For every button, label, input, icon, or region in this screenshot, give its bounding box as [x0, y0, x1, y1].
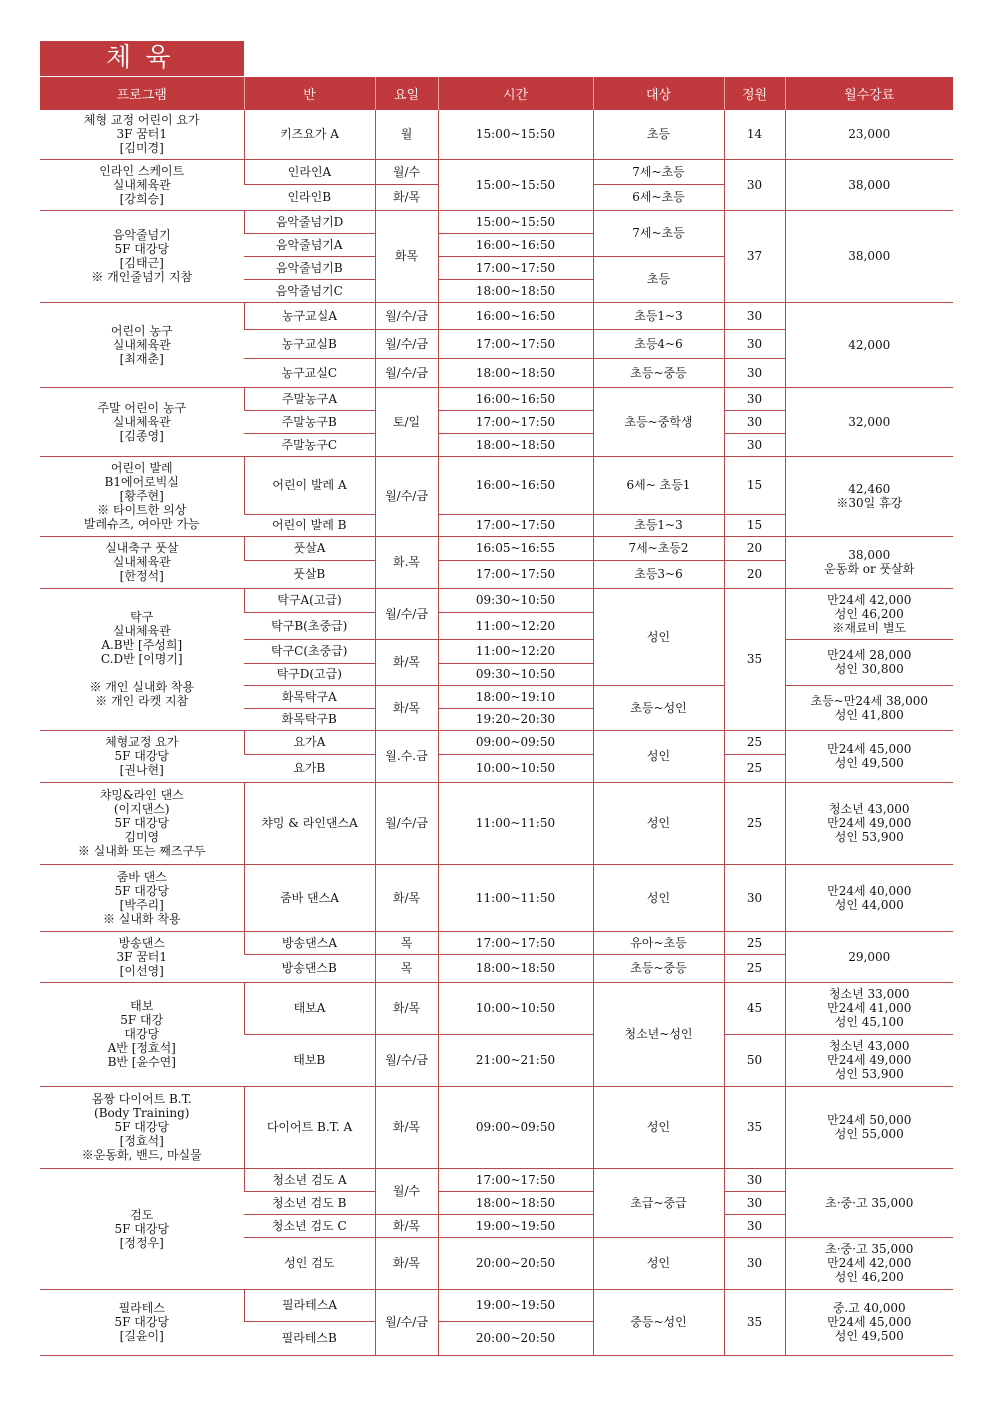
- table-cell: 월/수/금: [375, 302, 438, 329]
- table-cell: 탁구D(고급): [244, 663, 375, 685]
- table-cell: 25: [724, 782, 785, 864]
- table-cell: 18:00~18:50: [438, 954, 593, 982]
- table-cell: 청소년 검도 B: [244, 1191, 375, 1214]
- table-cell: 실내축구 풋살 실내체육관 [한정석]: [40, 536, 244, 588]
- table-row: [40, 864, 953, 931]
- table-cell: 태보 5F 대강 대강당 A반 [정효석] B반 [윤수연]: [40, 982, 244, 1086]
- table-cell: 검도 5F 대강당 [정정우]: [40, 1168, 244, 1289]
- table-cell: 7세~초등: [593, 159, 724, 184]
- table-cell: 25: [724, 954, 785, 982]
- table-row: [40, 159, 953, 184]
- table-cell: 11:00~11:50: [438, 782, 593, 864]
- table-row: [40, 982, 953, 1034]
- table-row: [40, 110, 953, 159]
- table-cell: 17:00~17:50: [438, 514, 593, 536]
- table-cell: 월/수/금: [375, 456, 438, 536]
- table-cell: 월/수/금: [375, 329, 438, 358]
- table-cell: 월/수: [375, 159, 438, 184]
- table-cell: 만24세 42,000 성인 46,200 ※재료비 별도: [785, 588, 953, 639]
- table-row: [40, 588, 953, 612]
- header-time: 시간: [438, 77, 593, 110]
- table-cell: 월.수.금: [375, 730, 438, 782]
- table-cell: 화/목: [375, 639, 438, 685]
- table-cell: 15: [724, 514, 785, 536]
- table-cell: 38,000: [785, 159, 953, 210]
- table-cell: 20:00~20:50: [438, 1321, 593, 1355]
- table-cell: 청소년 검도 C: [244, 1214, 375, 1237]
- table-cell: 방송댄스 3F 꿈터1 [이선영]: [40, 931, 244, 982]
- program-table: [40, 77, 953, 1356]
- table-cell: 14: [724, 110, 785, 159]
- table-cell: 초등~중등: [593, 358, 724, 387]
- table-cell: 월/수: [375, 1168, 438, 1214]
- table-cell: 음악줄넘기C: [244, 279, 375, 302]
- table-cell: 주말 어린이 농구 실내체육관 [김종영]: [40, 387, 244, 456]
- table-cell: 성인: [593, 1086, 724, 1168]
- table-cell: 17:00~17:50: [438, 931, 593, 954]
- table-cell: 35: [724, 1086, 785, 1168]
- header-class: 반: [244, 77, 375, 110]
- table-cell: 30: [724, 433, 785, 456]
- table-cell: 목: [375, 954, 438, 982]
- table-cell: 초등4~6: [593, 329, 724, 358]
- table-cell: 38,000: [785, 210, 953, 302]
- table-cell: 18:00~18:50: [438, 279, 593, 302]
- table-cell: 음악줄넘기 5F 대강당 [김태근] ※ 개인줄넘기 지참: [40, 210, 244, 302]
- table-cell: 청소년~성인: [593, 982, 724, 1086]
- header-capacity: 정원: [724, 77, 785, 110]
- table-cell: 주말농구C: [244, 433, 375, 456]
- table-cell: 30: [724, 302, 785, 329]
- table-cell: 화목탁구B: [244, 708, 375, 730]
- table-cell: 화/목: [375, 1214, 438, 1237]
- table-cell: 21:00~21:50: [438, 1034, 593, 1086]
- table-header-row: [40, 77, 953, 110]
- table-cell: 초등~만24세 38,000 성인 41,800: [785, 685, 953, 730]
- table-cell: 청소년 43,000 만24세 49,000 성인 53,900: [785, 1034, 953, 1086]
- table-cell: 방송댄스B: [244, 954, 375, 982]
- table-cell: 15:00~15:50: [438, 210, 593, 233]
- table-cell: 음악줄넘기D: [244, 210, 375, 233]
- table-cell: 월/수/금: [375, 1289, 438, 1355]
- table-row: [40, 931, 953, 954]
- table-row: [40, 1289, 953, 1321]
- table-cell: 화/목: [375, 1237, 438, 1289]
- table-cell: 16:05~16:55: [438, 536, 593, 560]
- table-cell: 초등: [593, 256, 724, 302]
- table-cell: 16:00~16:50: [438, 456, 593, 514]
- table-cell: 농구교실C: [244, 358, 375, 387]
- table-body: [40, 110, 953, 1355]
- table-cell: 20: [724, 536, 785, 560]
- table-cell: 18:00~18:50: [438, 1191, 593, 1214]
- table-cell: 화/목: [375, 685, 438, 730]
- table-cell: 25: [724, 931, 785, 954]
- header-fee: 월수강료: [785, 77, 953, 110]
- section-title: 체 육: [40, 41, 244, 76]
- table-cell: 초등1~3: [593, 514, 724, 536]
- table-cell: 15:00~15:50: [438, 159, 593, 210]
- table-cell: 19:00~19:50: [438, 1289, 593, 1321]
- table-cell: 15: [724, 456, 785, 514]
- table-cell: 음악줄넘기B: [244, 256, 375, 279]
- table-cell: 7세~초등: [593, 210, 724, 256]
- table-cell: 청소년 43,000 만24세 49,000 성인 53,900: [785, 782, 953, 864]
- table-cell: 초급~중급: [593, 1168, 724, 1237]
- table-cell: 19:00~19:50: [438, 1214, 593, 1237]
- table-cell: 50: [724, 1034, 785, 1086]
- table-cell: 화/목: [375, 864, 438, 931]
- table-cell: 필라테스 5F 대강당 [길윤이]: [40, 1289, 244, 1355]
- table-cell: 몸짱 다이어트 B.T. (Body Training) 5F 대강당 [정효석] ※운동화, 밴드, 마실물: [40, 1086, 244, 1168]
- table-cell: 30: [724, 387, 785, 410]
- table-cell: 필라테스B: [244, 1321, 375, 1355]
- table-cell: 줌바 댄스A: [244, 864, 375, 931]
- table-cell: 중등~성인: [593, 1289, 724, 1355]
- table-cell: 요가B: [244, 754, 375, 782]
- table-cell: 월/수/금: [375, 588, 438, 639]
- table-row: [40, 782, 953, 864]
- table-cell: 23,000: [785, 110, 953, 159]
- table-cell: 17:00~17:50: [438, 410, 593, 433]
- table-row: [40, 387, 953, 410]
- table-cell: 6세~ 초등1: [593, 456, 724, 514]
- table-cell: 만24세 50,000 성인 55,000: [785, 1086, 953, 1168]
- table-cell: 30: [724, 410, 785, 433]
- table-cell: 초등~중학생: [593, 387, 724, 456]
- table-cell: 성인: [593, 782, 724, 864]
- table-cell: 만24세 28,000 성인 30,800: [785, 639, 953, 685]
- table-cell: 17:00~17:50: [438, 1168, 593, 1191]
- table-cell: 30: [724, 159, 785, 210]
- table-cell: 성인 검도: [244, 1237, 375, 1289]
- table-cell: 42,000: [785, 302, 953, 387]
- table-cell: 30: [724, 1168, 785, 1191]
- table-cell: 10:00~10:50: [438, 754, 593, 782]
- table-cell: 목: [375, 931, 438, 954]
- table-cell: 월/수/금: [375, 1034, 438, 1086]
- table-cell: 성인: [593, 864, 724, 931]
- table-cell: 09:30~10:50: [438, 588, 593, 612]
- table-cell: 6세~초등: [593, 184, 724, 210]
- table-cell: 월: [375, 110, 438, 159]
- table-cell: 11:00~12:20: [438, 612, 593, 639]
- table-row: [40, 302, 953, 329]
- table-cell: 유아~초등: [593, 931, 724, 954]
- table-cell: 화목탁구A: [244, 685, 375, 708]
- table-cell: 화/목: [375, 1086, 438, 1168]
- table-cell: 어린이 발레 B: [244, 514, 375, 536]
- table-cell: 체형교정 요가 5F 대강당 [권나현]: [40, 730, 244, 782]
- table-cell: 줌바 댄스 5F 대강당 [박주리] ※ 실내화 착용: [40, 864, 244, 931]
- table-cell: 탁구 실내체육관 A.B반 [주성희] C.D반 [이명기] ※ 개인 실내화 착용 ※ 개인 라켓 지참: [40, 588, 244, 730]
- table-cell: 11:00~11:50: [438, 864, 593, 931]
- table-cell: 챠밍&라인 댄스 (이지댄스) 5F 대강당 김미영 ※ 실내화 또는 째즈구두: [40, 782, 244, 864]
- table-cell: 인라인B: [244, 184, 375, 210]
- table-cell: 필라테스A: [244, 1289, 375, 1321]
- table-cell: 16:00~16:50: [438, 387, 593, 410]
- table-cell: 15:00~15:50: [438, 110, 593, 159]
- table-cell: 35: [724, 1289, 785, 1355]
- table-cell: 30: [724, 329, 785, 358]
- table-cell: 음악줄넘기A: [244, 233, 375, 256]
- table-cell: 초등1~3: [593, 302, 724, 329]
- table-cell: 초등~중등: [593, 954, 724, 982]
- table-cell: 18:00~19:10: [438, 685, 593, 708]
- table-cell: 20: [724, 560, 785, 588]
- table-cell: 월/수/금: [375, 782, 438, 864]
- table-cell: 30: [724, 1214, 785, 1237]
- table-cell: 초등3~6: [593, 560, 724, 588]
- table-cell: 탁구B(초중급): [244, 612, 375, 639]
- table-cell: 탁구C(초중급): [244, 639, 375, 663]
- table-cell: 성인: [593, 588, 724, 685]
- table-cell: 키즈요가 A: [244, 110, 375, 159]
- table-cell: 중.고 40,000 만24세 45,000 성인 49,500: [785, 1289, 953, 1355]
- table-cell: 만24세 45,000 성인 49,500: [785, 730, 953, 782]
- table-cell: 16:00~16:50: [438, 302, 593, 329]
- table-cell: 25: [724, 754, 785, 782]
- table-cell: 42,460 ※30일 휴강: [785, 456, 953, 536]
- table-row: [40, 210, 953, 233]
- table-cell: 11:00~12:20: [438, 639, 593, 663]
- table-cell: 09:30~10:50: [438, 663, 593, 685]
- table-cell: 20:00~20:50: [438, 1237, 593, 1289]
- table-cell: 화/목: [375, 982, 438, 1034]
- table-cell: 32,000: [785, 387, 953, 456]
- table-cell: 초등: [593, 110, 724, 159]
- table-cell: 25: [724, 730, 785, 754]
- table-cell: 청소년 검도 A: [244, 1168, 375, 1191]
- table-cell: 토/일: [375, 387, 438, 456]
- table-cell: 18:00~18:50: [438, 358, 593, 387]
- table-cell: 체형 교정 어린이 요가 3F 꿈터1 [김미경]: [40, 110, 244, 159]
- table-cell: 초등~성인: [593, 685, 724, 730]
- table-cell: 어린이 발레 A: [244, 456, 375, 514]
- table-cell: 16:00~16:50: [438, 233, 593, 256]
- table-cell: 45: [724, 982, 785, 1034]
- table-cell: 17:00~17:50: [438, 256, 593, 279]
- table-cell: 30: [724, 1237, 785, 1289]
- table-cell: 37: [724, 210, 785, 302]
- table-cell: 30: [724, 358, 785, 387]
- table-cell: 09:00~09:50: [438, 730, 593, 754]
- table-row: [40, 1086, 953, 1168]
- table-cell: 다이어트 B.T. A: [244, 1086, 375, 1168]
- table-cell: 38,000 운동화 or 풋살화: [785, 536, 953, 588]
- table-cell: 탁구A(고급): [244, 588, 375, 612]
- table-cell: 09:00~09:50: [438, 1086, 593, 1168]
- table-cell: 17:00~17:50: [438, 560, 593, 588]
- table-row: [40, 456, 953, 514]
- table-cell: 태보A: [244, 982, 375, 1034]
- table-cell: 17:00~17:50: [438, 329, 593, 358]
- table-cell: 농구교실B: [244, 329, 375, 358]
- table-cell: 주말농구B: [244, 410, 375, 433]
- table-cell: 화목: [375, 210, 438, 302]
- table-cell: 풋살A: [244, 536, 375, 560]
- table-cell: 30: [724, 864, 785, 931]
- header-day: 요일: [375, 77, 438, 110]
- header-program: 프로그램: [40, 77, 244, 110]
- table-cell: 청소년 33,000 만24세 41,000 성인 45,100: [785, 982, 953, 1034]
- table-cell: 농구교실A: [244, 302, 375, 329]
- table-row: [40, 536, 953, 560]
- table-cell: 인라인 스케이트 실내체육관 [강희승]: [40, 159, 244, 210]
- table-cell: 화/목: [375, 184, 438, 210]
- table-cell: 성인: [593, 730, 724, 782]
- table-cell: 방송댄스A: [244, 931, 375, 954]
- table-cell: 챠밍 & 라인댄스A: [244, 782, 375, 864]
- table-cell: 어린이 농구 실내체육관 [최재춘]: [40, 302, 244, 387]
- table-cell: 인라인A: [244, 159, 375, 184]
- table-cell: 월/수/금: [375, 358, 438, 387]
- table-cell: 주말농구A: [244, 387, 375, 410]
- table-cell: 7세~초등2: [593, 536, 724, 560]
- table-cell: 태보B: [244, 1034, 375, 1086]
- table-cell: 요가A: [244, 730, 375, 754]
- table-cell: 만24세 40,000 성인 44,000: [785, 864, 953, 931]
- table-cell: 29,000: [785, 931, 953, 982]
- table-cell: 초·중·고 35,000 만24세 42,000 성인 46,200: [785, 1237, 953, 1289]
- header-target: 대상: [593, 77, 724, 110]
- table-cell: 35: [724, 588, 785, 730]
- table-cell: 초·중·고 35,000: [785, 1168, 953, 1237]
- table-cell: 18:00~18:50: [438, 433, 593, 456]
- table-row: [40, 1168, 953, 1191]
- table-cell: 풋살B: [244, 560, 375, 588]
- table-row: [40, 730, 953, 754]
- table-cell: 화.목: [375, 536, 438, 588]
- table-cell: 10:00~10:50: [438, 982, 593, 1034]
- table-cell: 성인: [593, 1237, 724, 1289]
- table-cell: 어린이 발레 B1에어로빅실 [황주현] ※ 타이트한 의상 발레슈즈, 여아만 가능: [40, 456, 244, 536]
- table-cell: 30: [724, 1191, 785, 1214]
- table-cell: 19:20~20:30: [438, 708, 593, 730]
